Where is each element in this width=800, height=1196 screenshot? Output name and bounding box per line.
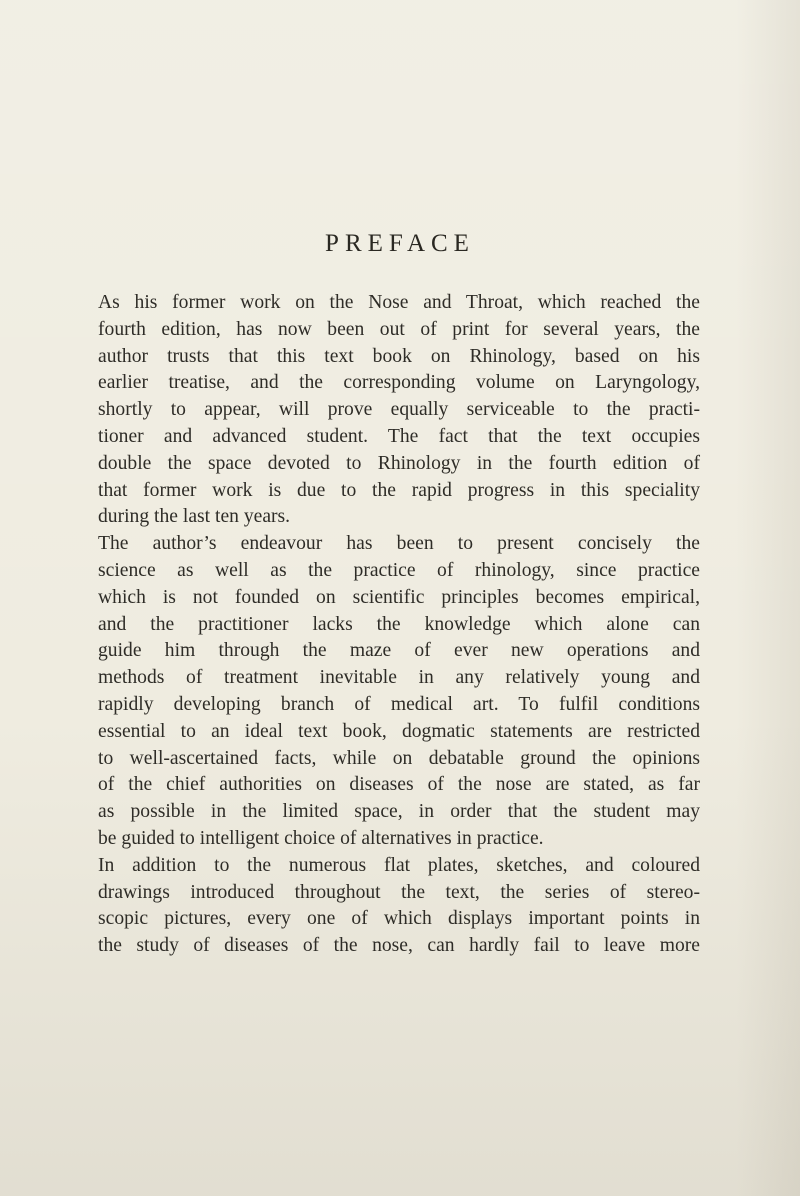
text-line: essential to an ideal text book, dogmatic statements are restricted bbox=[98, 720, 700, 742]
text-line: the study of diseases of the nose, can hardly fail to leave more bbox=[98, 935, 700, 957]
text-line: and the practitioner lacks the knowledge which alone can bbox=[98, 613, 700, 635]
text-line: be guided to intelligent choice of alternatives in practice. bbox=[98, 827, 544, 849]
text-line: scopic pictures, every one of which displays important points in bbox=[98, 908, 700, 930]
preface-body bbox=[98, 290, 700, 960]
text-line: during the last ten years. bbox=[98, 506, 291, 528]
text-line: author trusts that this text book on Rhinology, based on his bbox=[98, 345, 700, 367]
text-line: rapidly developing branch of medical art. To fulfil conditions bbox=[98, 693, 700, 715]
text-line: drawings introduced throughout the text, the series of stereo- bbox=[98, 881, 700, 903]
text-line: The author’s endeavour has been to present concisely the bbox=[98, 533, 700, 555]
text-line: guide him through the maze of ever new operations and bbox=[98, 640, 700, 662]
text-line: science as well as the practice of rhinology, since practice bbox=[98, 559, 700, 581]
text-line: shortly to appear, will prove equally serviceable to the practi- bbox=[98, 399, 700, 421]
page-heading: PREFACE bbox=[325, 230, 475, 257]
text-line: which is not founded on scientific principles becomes empirical, bbox=[98, 586, 700, 608]
text-line: double the space devoted to Rhinology in the fourth edition of bbox=[98, 452, 700, 474]
text-line: fourth edition, has now been out of print for several years, the bbox=[98, 318, 700, 340]
text-line: of the chief authorities on diseases of the nose are stated, as far bbox=[98, 774, 700, 796]
text-line: tioner and advanced student. The fact that the text occupies bbox=[98, 425, 700, 447]
text-line: that former work is due to the rapid progress in this speciality bbox=[98, 479, 700, 501]
text-line: In addition to the numerous flat plates, sketches, and coloured bbox=[98, 854, 700, 876]
text-line: as possible in the limited space, in order that the student may bbox=[98, 801, 700, 823]
text-line: to well-ascertained facts, while on debatable ground the opinions bbox=[98, 747, 700, 769]
text-line: methods of treatment inevitable in any relatively young and bbox=[98, 667, 700, 689]
text-line: As his former work on the Nose and Throat, which reached the bbox=[98, 292, 700, 313]
text-line: earlier treatise, and the corresponding volume on Laryngology, bbox=[98, 372, 700, 394]
